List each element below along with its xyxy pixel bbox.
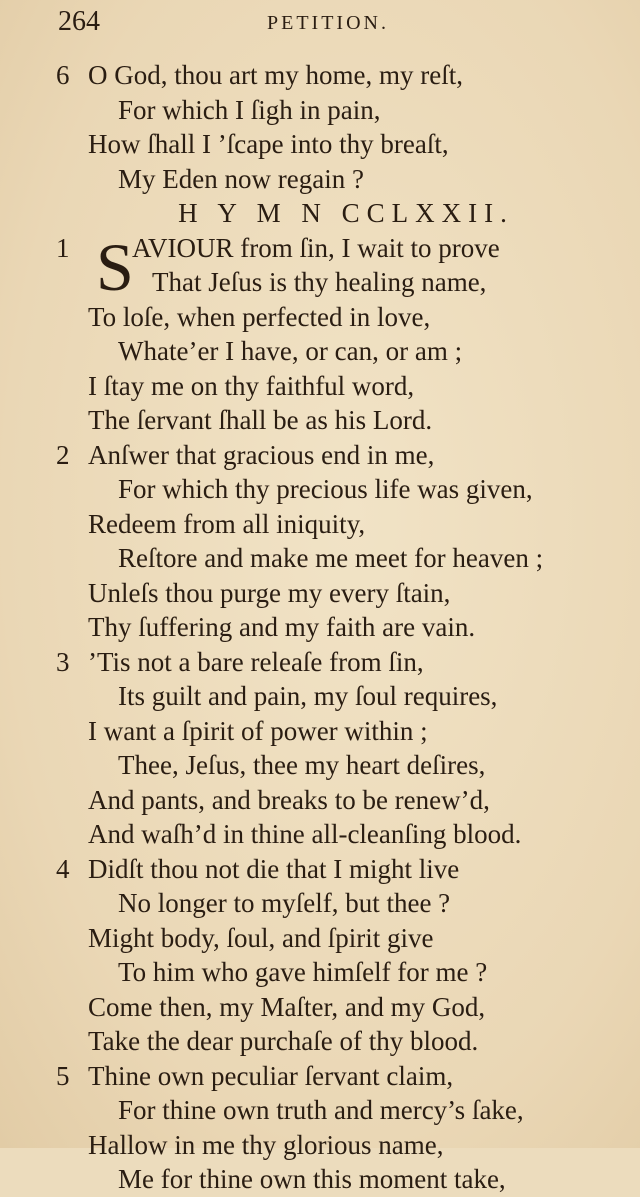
verse-line: How ſhall I ’ſcape into thy breaſt,	[88, 129, 449, 159]
verse-line: Redeem from all iniquity,	[88, 508, 366, 539]
verse-number: 3	[56, 646, 70, 677]
verse-line: That Jeſus is thy healing name,	[152, 267, 487, 297]
verse-line: I ſtay me on thy faithful word,	[88, 370, 415, 401]
verse-line: No longer to myſelf, but thee ?	[118, 888, 451, 918]
verse-number: 6	[56, 60, 70, 90]
verse-line: Take the dear purchaſe of thy blood.	[88, 1026, 479, 1056]
verse-line: 3 ’Tis not a bare releaſe from ſin,	[56, 645, 616, 680]
verse-line: I want a ſpirit of power within ;	[88, 715, 428, 746]
verse-line: My Eden now regain ?	[118, 163, 364, 194]
hymn-heading: H Y M N CCLXXII.	[178, 198, 514, 228]
page-number: 264	[58, 6, 100, 37]
drop-cap: S	[96, 228, 134, 305]
page-header-title: PETITION.	[267, 12, 389, 34]
verse-line: And waſh’d in thine all-cleanſing blood.	[88, 819, 522, 849]
verse-line: Reſtore and make me meet for heaven ;	[118, 543, 544, 573]
verse-line: For which thy precious life was given,	[118, 474, 533, 504]
verse-line: 1 S AVIOUR from ſin, I wait to prove	[56, 228, 500, 305]
verse-line: To him who gave himſelf for me ?	[118, 957, 488, 987]
verse-line: Unleſs thou purge my every ſtain,	[88, 577, 451, 608]
verse-number: 4	[56, 853, 70, 884]
verse-line: 4 Didſt thou not die that I might live	[56, 852, 616, 887]
running-head	[58, 6, 598, 46]
verse-number: 1	[56, 232, 70, 263]
verse-line: Its guilt and pain, my ſoul requires,	[118, 681, 498, 711]
verse-line: Thy ſuffering and my faith are vain.	[88, 612, 476, 642]
verse-line: Come then, my Maſter, and my God,	[88, 991, 486, 1022]
verse-line: 6 O God, thou art my home, my reſt,	[56, 58, 616, 93]
verse-number: 2	[56, 439, 70, 470]
verse-line: The ſervant ſhall be as his Lord.	[88, 405, 433, 435]
verse-line: Me for thine own this moment take,	[118, 1164, 506, 1194]
verse-line: 5 Thine own peculiar ſervant claim,	[56, 1059, 616, 1094]
verse-line: Whate’er I have, or can, or am ;	[118, 336, 463, 366]
verse-line: To loſe, when perfected in love,	[88, 301, 431, 332]
verse-line: For thine own truth and mercy’s ſake,	[118, 1095, 524, 1125]
verse-line: Thee, Jeſus, thee my heart deſires,	[118, 750, 486, 780]
verse-line: Might body, ſoul, and ſpirit give	[88, 922, 434, 953]
verse-line: For which I ſigh in pain,	[118, 94, 381, 125]
verse-line: And pants, and breaks to be renew’d,	[88, 784, 490, 815]
verse-number: 5	[56, 1060, 70, 1091]
hymn-text	[56, 58, 616, 1197]
verse-line: Hallow in me thy glorious name,	[88, 1129, 444, 1160]
verse-line: 2 Anſwer that gracious end in me,	[56, 438, 616, 473]
